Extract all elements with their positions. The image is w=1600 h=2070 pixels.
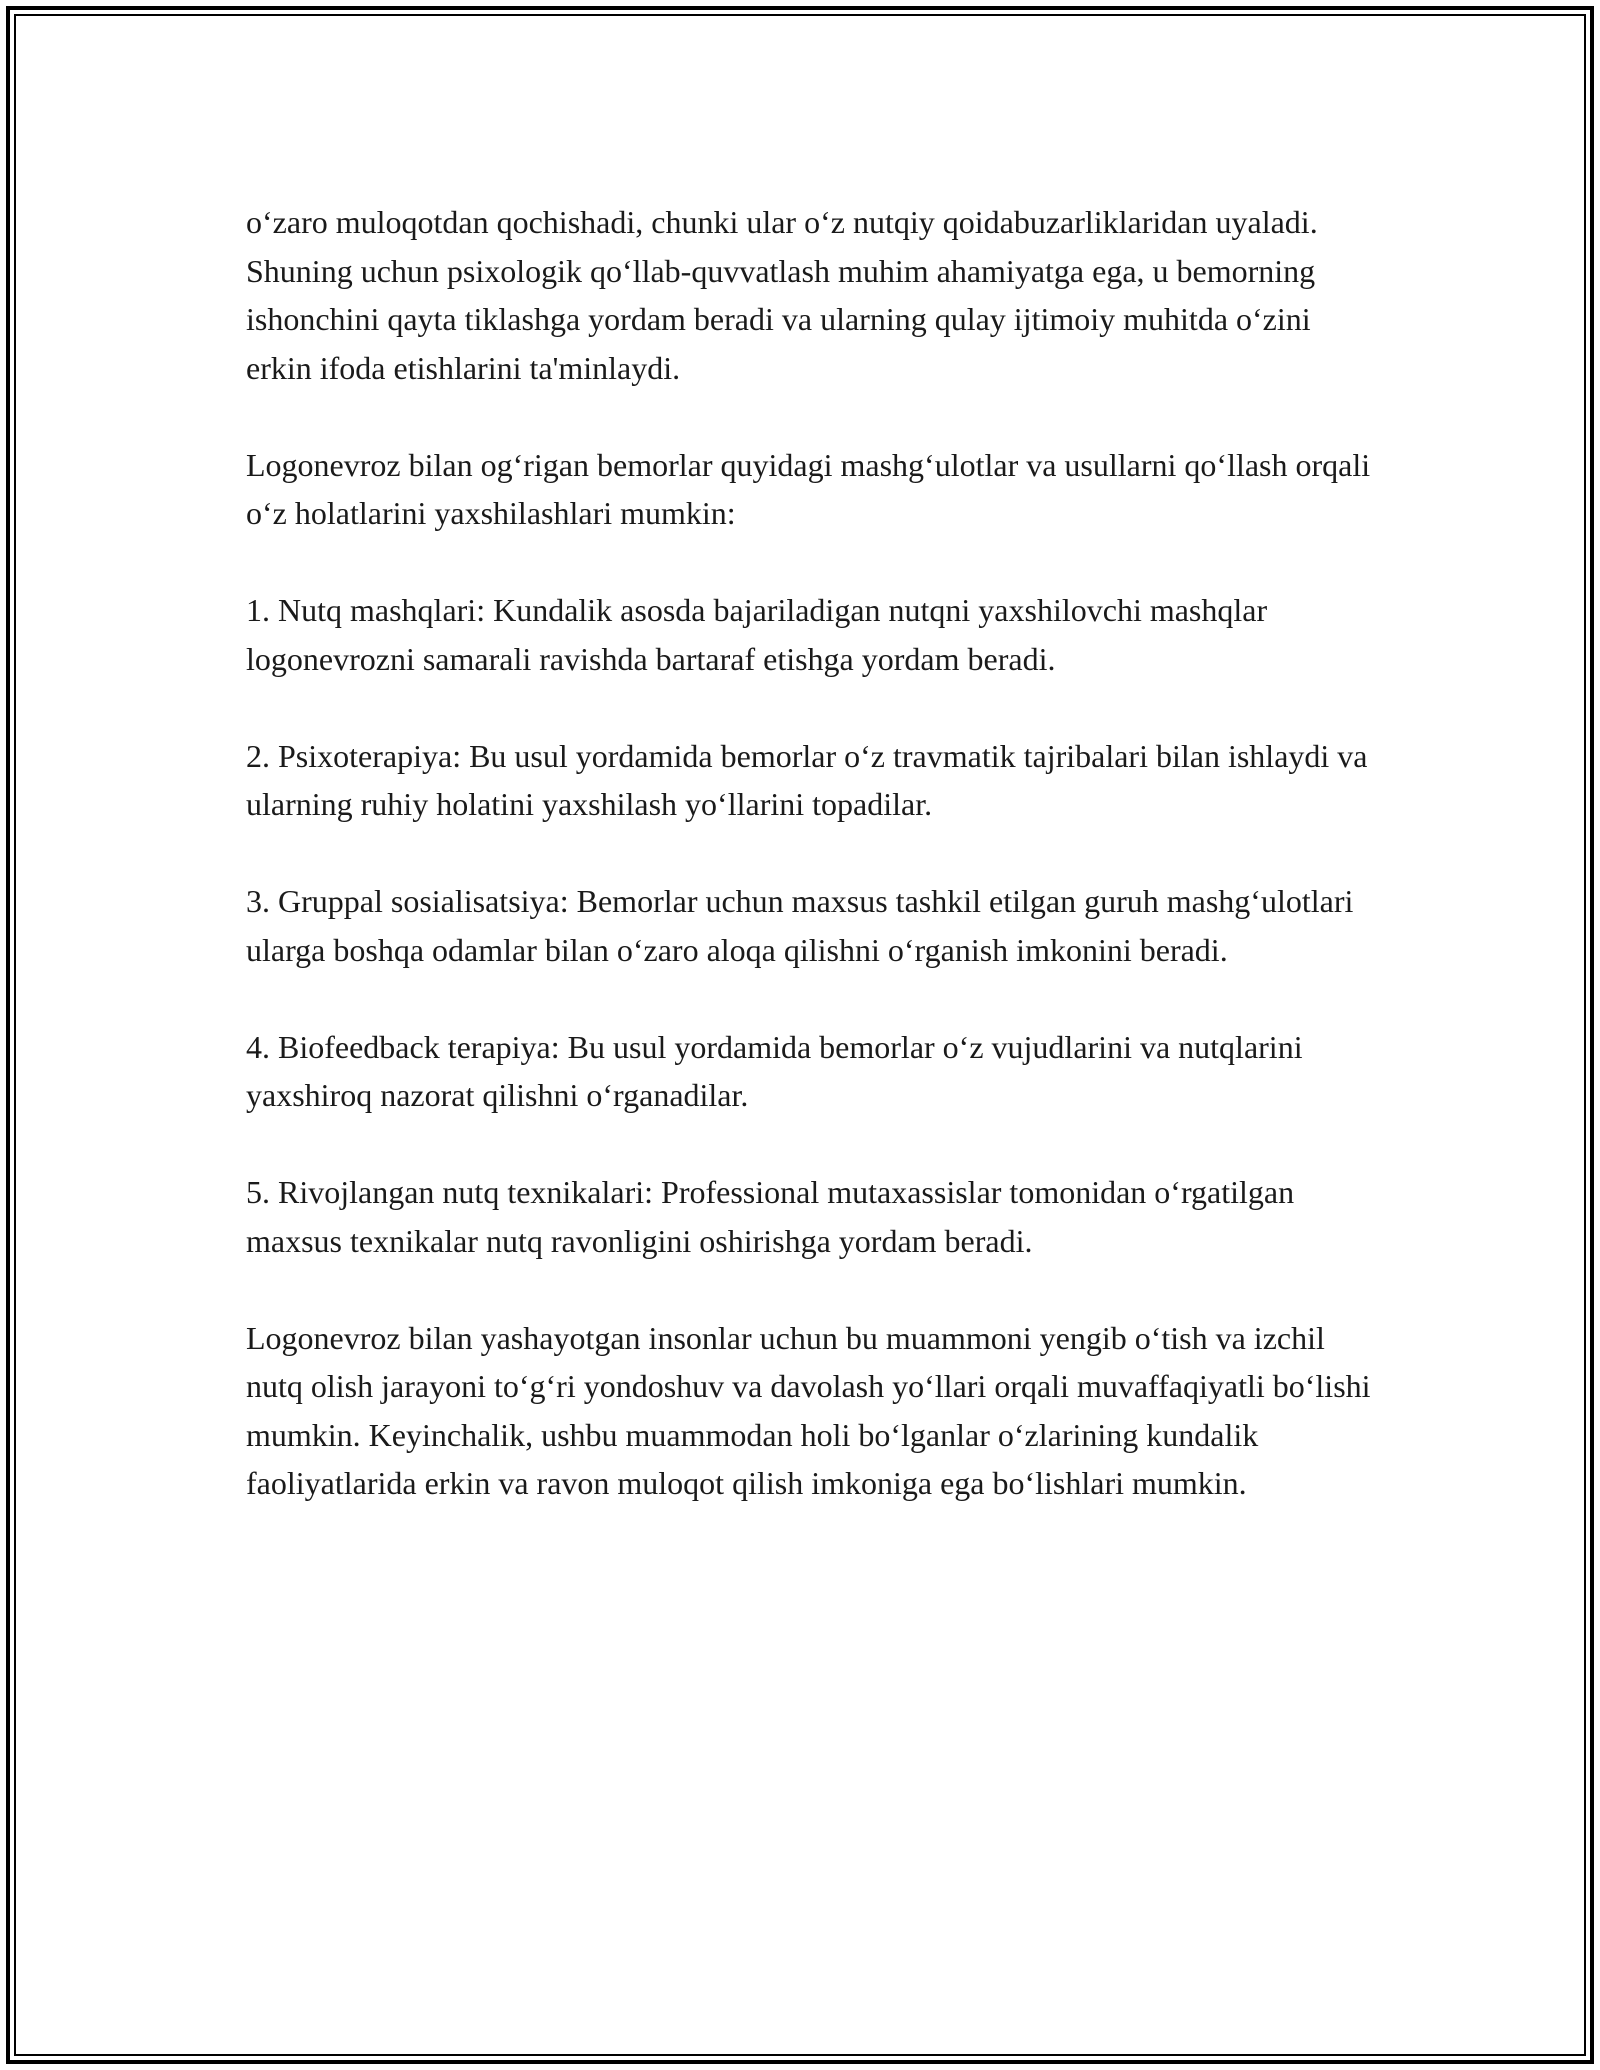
list-item-speech-techniques: 5. Rivojlangan nutq texnikalari: Professional mutaxassislar tomonidan o‘rgatilgan maxsus texnikalar nutq ravonligini oshirishga yordam beradi. — [246, 1174, 1295, 1259]
list-item-biofeedback: 4. Biofeedback terapiya: Bu usul yordamida bemorlar o‘z vujudlarini va nutqlarini yaxshiroq nazorat qilishni o‘rganadilar. — [246, 1028, 1303, 1113]
paragraph-intro-continuation: o‘zaro muloqotdan qochishadi, chunki ular o‘z nutqiy qoidabuzarliklaridan uyaladi. Shuning uchun psixologik qo‘llab-quvvatlash muhim ahamiyatga ega, u bemorning ishonchini qayta tiklashga yordam beradi va ularning qulay ijtimoiy muhitda o‘zini erkin ifoda etishlarini ta'minlaydi. — [246, 204, 1318, 386]
list-item-group-socialization: 3. Gruppal sosialisatsiya: Bemorlar uchun maxsus tashkil etilgan guruh mashg‘ulotlari ularga boshqa odamlar bilan o‘zaro aloqa qilishni o‘rganish imkonini beradi. — [246, 883, 1354, 968]
document-body — [246, 198, 1376, 1508]
list-item-speech-exercises: 1. Nutq mashqlari: Kundalik asosda bajariladigan nutqni yaxshilovchi mashqlar logonevrozni samarali ravishda bartaraf etishga yordam beradi. — [246, 592, 1268, 677]
list-item-psychotherapy: 2. Psixoterapiya: Bu usul yordamida bemorlar o‘z travmatik tajribalari bilan ishlaydi va ularning ruhiy holatini yaxshilash yo‘llarini topadilar. — [246, 737, 1368, 822]
paragraph-methods-intro: Logonevroz bilan og‘rigan bemorlar quyidagi mashg‘ulotlar va usullarni qo‘llash orqali o‘z holatlarini yaxshilashlari mumkin: — [246, 446, 1371, 531]
paragraph-conclusion: Logonevroz bilan yashayotgan insonlar uchun bu muammoni yengib o‘tish va izchil nutq olish jarayoni to‘g‘ri yondoshuv va davolash yo‘llari orqali muvaffaqiyatli bo‘lishi mumkin. Keyinchalik, ushbu muammodan holi bo‘lganlar o‘zlarining kundalik faoliyatlarida erkin va ravon muloqot qilish imkoniga ega bo‘lishlari mumkin. — [246, 1319, 1371, 1501]
page-frame — [6, 6, 1594, 2064]
